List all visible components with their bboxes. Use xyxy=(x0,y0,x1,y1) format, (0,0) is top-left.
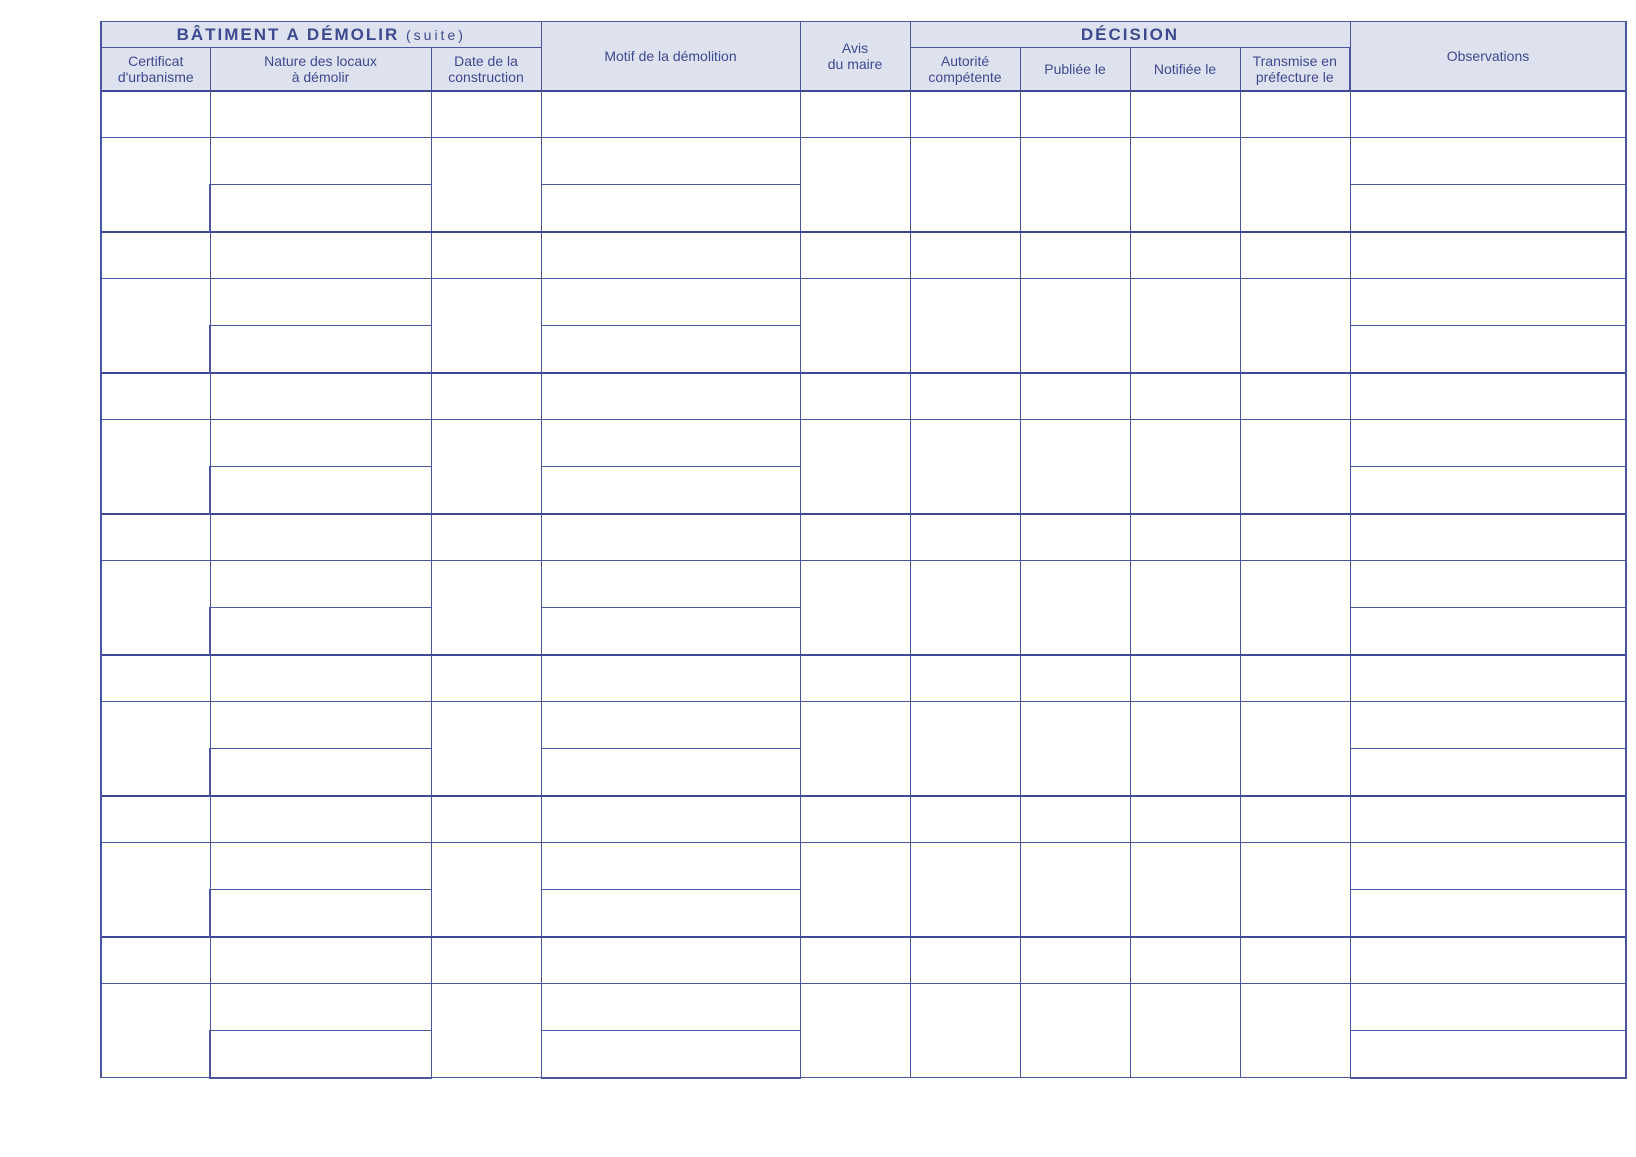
cell-publiee[interactable] xyxy=(1020,514,1130,561)
cell-transmise[interactable] xyxy=(1240,561,1350,655)
cell-nature[interactable] xyxy=(210,702,431,749)
column-header-motif xyxy=(541,22,800,91)
cell-transmise[interactable] xyxy=(1240,984,1350,1078)
cell-nature[interactable] xyxy=(210,373,431,420)
cell-date[interactable] xyxy=(431,420,541,514)
cell-date[interactable] xyxy=(431,937,541,984)
cell-notifiee[interactable] xyxy=(1130,655,1240,702)
column-header-avis-line1: Avis xyxy=(841,39,869,56)
cell-motif[interactable] xyxy=(541,185,800,232)
cell-notifiee[interactable] xyxy=(1130,843,1240,937)
cell-observations[interactable] xyxy=(1350,1031,1626,1078)
table-row xyxy=(101,984,1626,1031)
column-header-motif-label: Motif de la démolition xyxy=(604,47,737,64)
cell-nature[interactable] xyxy=(210,232,431,279)
table-body xyxy=(101,91,1626,1078)
cell-avis[interactable] xyxy=(800,420,910,514)
cell-transmise[interactable] xyxy=(1240,232,1350,279)
cell-notifiee[interactable] xyxy=(1130,984,1240,1078)
cell-date[interactable] xyxy=(431,232,541,279)
column-header-certificat-line2: d'urbanisme xyxy=(117,68,194,85)
cell-certificat[interactable] xyxy=(101,232,210,279)
cell-date[interactable] xyxy=(431,138,541,232)
cell-autorite[interactable] xyxy=(910,514,1020,561)
column-header-observations-label: Observations xyxy=(1446,47,1530,64)
cell-publiee[interactable] xyxy=(1020,420,1130,514)
cell-nature[interactable] xyxy=(210,420,431,467)
cell-motif[interactable] xyxy=(541,890,800,937)
cell-nature[interactable] xyxy=(210,326,431,373)
cell-publiee[interactable] xyxy=(1020,702,1130,796)
cell-observations[interactable] xyxy=(1350,514,1626,561)
cell-motif[interactable] xyxy=(541,937,800,984)
demolition-register-table xyxy=(100,21,1627,1079)
cell-motif[interactable] xyxy=(541,702,800,749)
cell-date[interactable] xyxy=(431,279,541,373)
cell-nature[interactable] xyxy=(210,561,431,608)
group-header-decision-title: DÉCISION xyxy=(1080,24,1180,44)
cell-certificat[interactable] xyxy=(101,373,210,420)
cell-avis[interactable] xyxy=(800,91,910,138)
cell-nature[interactable] xyxy=(210,890,431,937)
cell-publiee[interactable] xyxy=(1020,138,1130,232)
column-header-transmise xyxy=(1240,48,1350,91)
cell-avis[interactable] xyxy=(800,373,910,420)
cell-observations[interactable] xyxy=(1350,279,1626,326)
cell-motif[interactable] xyxy=(541,561,800,608)
cell-motif[interactable] xyxy=(541,514,800,561)
cell-motif[interactable] xyxy=(541,279,800,326)
cell-observations[interactable] xyxy=(1350,937,1626,984)
cell-motif[interactable] xyxy=(541,749,800,796)
cell-nature[interactable] xyxy=(210,984,431,1031)
cell-certificat[interactable] xyxy=(101,138,210,232)
cell-notifiee[interactable] xyxy=(1130,514,1240,561)
cell-observations[interactable] xyxy=(1350,655,1626,702)
column-header-transmise-line2: préfecture le xyxy=(1255,68,1334,85)
cell-transmise[interactable] xyxy=(1240,373,1350,420)
cell-motif[interactable] xyxy=(541,608,800,655)
cell-autorite[interactable] xyxy=(910,91,1020,138)
cell-observations[interactable] xyxy=(1350,749,1626,796)
cell-nature[interactable] xyxy=(210,514,431,561)
cell-motif[interactable] xyxy=(541,138,800,185)
column-header-notifiee xyxy=(1130,48,1240,91)
cell-nature[interactable] xyxy=(210,796,431,843)
cell-transmise[interactable] xyxy=(1240,514,1350,561)
table-row xyxy=(101,91,1626,138)
cell-avis[interactable] xyxy=(800,138,910,232)
table-row xyxy=(101,279,1626,326)
cell-observations[interactable] xyxy=(1350,890,1626,937)
column-header-date-line2: construction xyxy=(448,68,524,85)
column-header-autorite xyxy=(910,48,1020,91)
cell-observations[interactable] xyxy=(1350,561,1626,608)
cell-nature[interactable] xyxy=(210,749,431,796)
table-row xyxy=(101,702,1626,749)
cell-date[interactable] xyxy=(431,91,541,138)
cell-certificat[interactable] xyxy=(101,843,210,937)
cell-publiee[interactable] xyxy=(1020,843,1130,937)
cell-date[interactable] xyxy=(431,843,541,937)
cell-avis[interactable] xyxy=(800,937,910,984)
cell-nature[interactable] xyxy=(210,655,431,702)
table-row xyxy=(101,937,1626,984)
cell-certificat[interactable] xyxy=(101,984,210,1078)
cell-observations[interactable] xyxy=(1350,373,1626,420)
cell-certificat[interactable] xyxy=(101,279,210,373)
cell-date[interactable] xyxy=(431,984,541,1078)
cell-notifiee[interactable] xyxy=(1130,279,1240,373)
cell-autorite[interactable] xyxy=(910,232,1020,279)
cell-avis[interactable] xyxy=(800,655,910,702)
cell-transmise[interactable] xyxy=(1240,796,1350,843)
cell-avis[interactable] xyxy=(800,702,910,796)
column-header-autorite-line2: compétente xyxy=(928,68,1002,85)
cell-certificat[interactable] xyxy=(101,514,210,561)
cell-nature[interactable] xyxy=(210,91,431,138)
table-row xyxy=(101,420,1626,467)
cell-avis[interactable] xyxy=(800,279,910,373)
cell-observations[interactable] xyxy=(1350,185,1626,232)
cell-observations[interactable] xyxy=(1350,467,1626,514)
column-header-publiee xyxy=(1020,48,1130,91)
cell-motif[interactable] xyxy=(541,420,800,467)
column-header-nature xyxy=(210,48,431,91)
cell-motif[interactable] xyxy=(541,467,800,514)
group-header-batiment-title: BÂTIMENT A DÉMOLIR xyxy=(176,24,400,44)
cell-transmise[interactable] xyxy=(1240,937,1350,984)
cell-nature[interactable] xyxy=(210,279,431,326)
cell-transmise[interactable] xyxy=(1240,279,1350,373)
cell-notifiee[interactable] xyxy=(1130,373,1240,420)
cell-avis[interactable] xyxy=(800,561,910,655)
cell-avis[interactable] xyxy=(800,232,910,279)
cell-observations[interactable] xyxy=(1350,984,1626,1031)
table-row xyxy=(101,796,1626,843)
cell-autorite[interactable] xyxy=(910,655,1020,702)
cell-certificat[interactable] xyxy=(101,796,210,843)
column-header-transmise-line1: Transmise en xyxy=(1252,52,1337,69)
cell-avis[interactable] xyxy=(800,796,910,843)
cell-transmise[interactable] xyxy=(1240,843,1350,937)
cell-avis[interactable] xyxy=(800,843,910,937)
cell-nature[interactable] xyxy=(210,937,431,984)
cell-publiee[interactable] xyxy=(1020,279,1130,373)
cell-autorite[interactable] xyxy=(910,843,1020,937)
cell-notifiee[interactable] xyxy=(1130,937,1240,984)
cell-autorite[interactable] xyxy=(910,138,1020,232)
cell-notifiee[interactable] xyxy=(1130,232,1240,279)
cell-motif[interactable] xyxy=(541,655,800,702)
cell-autorite[interactable] xyxy=(910,420,1020,514)
table-row xyxy=(101,232,1626,279)
cell-motif[interactable] xyxy=(541,326,800,373)
cell-observations[interactable] xyxy=(1350,796,1626,843)
table-row xyxy=(101,561,1626,608)
cell-date[interactable] xyxy=(431,561,541,655)
cell-publiee[interactable] xyxy=(1020,796,1130,843)
column-header-date xyxy=(431,48,541,91)
cell-nature[interactable] xyxy=(210,1031,431,1078)
cell-observations[interactable] xyxy=(1350,138,1626,185)
table-row xyxy=(101,655,1626,702)
cell-notifiee[interactable] xyxy=(1130,702,1240,796)
cell-transmise[interactable] xyxy=(1240,91,1350,138)
cell-date[interactable] xyxy=(431,796,541,843)
table-row xyxy=(101,843,1626,890)
cell-nature[interactable] xyxy=(210,467,431,514)
cell-motif[interactable] xyxy=(541,796,800,843)
cell-nature[interactable] xyxy=(210,843,431,890)
column-header-nature-line1: Nature des locaux xyxy=(264,52,377,69)
table-row xyxy=(101,514,1626,561)
cell-publiee[interactable] xyxy=(1020,655,1130,702)
cell-publiee[interactable] xyxy=(1020,937,1130,984)
cell-publiee[interactable] xyxy=(1020,984,1130,1078)
cell-motif[interactable] xyxy=(541,1031,800,1078)
cell-autorite[interactable] xyxy=(910,702,1020,796)
column-header-certificat xyxy=(101,48,210,91)
cell-date[interactable] xyxy=(431,702,541,796)
cell-observations[interactable] xyxy=(1350,232,1626,279)
cell-observations[interactable] xyxy=(1350,420,1626,467)
cell-observations[interactable] xyxy=(1350,91,1626,138)
cell-observations[interactable] xyxy=(1350,702,1626,749)
table-row xyxy=(101,373,1626,420)
cell-autorite[interactable] xyxy=(910,796,1020,843)
group-header-decision xyxy=(910,22,1350,48)
column-header-publiee-label: Publiée le xyxy=(1044,60,1106,77)
cell-certificat[interactable] xyxy=(101,655,210,702)
column-header-observations xyxy=(1350,22,1626,91)
group-header-batiment xyxy=(101,22,541,48)
demolition-register-form xyxy=(100,21,1625,1133)
cell-observations[interactable] xyxy=(1350,843,1626,890)
cell-notifiee[interactable] xyxy=(1130,91,1240,138)
cell-publiee[interactable] xyxy=(1020,232,1130,279)
cell-publiee[interactable] xyxy=(1020,561,1130,655)
column-header-nature-line2: à démolir xyxy=(291,68,350,85)
column-header-avis xyxy=(800,22,910,91)
cell-publiee[interactable] xyxy=(1020,91,1130,138)
cell-nature[interactable] xyxy=(210,138,431,185)
column-header-date-line1: Date de la xyxy=(454,52,518,69)
cell-transmise[interactable] xyxy=(1240,702,1350,796)
cell-motif[interactable] xyxy=(541,984,800,1031)
table-header xyxy=(101,22,1626,91)
cell-avis[interactable] xyxy=(800,984,910,1078)
cell-date[interactable] xyxy=(431,373,541,420)
table-row xyxy=(101,138,1626,185)
cell-observations[interactable] xyxy=(1350,326,1626,373)
cell-autorite[interactable] xyxy=(910,373,1020,420)
cell-certificat[interactable] xyxy=(101,420,210,514)
cell-date[interactable] xyxy=(431,514,541,561)
cell-nature[interactable] xyxy=(210,185,431,232)
cell-notifiee[interactable] xyxy=(1130,561,1240,655)
cell-certificat[interactable] xyxy=(101,937,210,984)
column-header-certificat-line1: Certificat xyxy=(128,52,184,69)
cell-observations[interactable] xyxy=(1350,608,1626,655)
cell-autorite[interactable] xyxy=(910,561,1020,655)
column-header-notifiee-label: Notifiée le xyxy=(1153,60,1217,77)
cell-transmise[interactable] xyxy=(1240,655,1350,702)
cell-certificat[interactable] xyxy=(101,561,210,655)
cell-autorite[interactable] xyxy=(910,984,1020,1078)
cell-transmise[interactable] xyxy=(1240,420,1350,514)
cell-publiee[interactable] xyxy=(1020,373,1130,420)
cell-date[interactable] xyxy=(431,655,541,702)
cell-notifiee[interactable] xyxy=(1130,138,1240,232)
cell-certificat[interactable] xyxy=(101,91,210,138)
cell-motif[interactable] xyxy=(541,232,800,279)
cell-avis[interactable] xyxy=(800,514,910,561)
cell-transmise[interactable] xyxy=(1240,138,1350,232)
cell-motif[interactable] xyxy=(541,843,800,890)
cell-notifiee[interactable] xyxy=(1130,796,1240,843)
group-header-batiment-suffix: (suite) xyxy=(406,26,466,43)
column-header-avis-line2: du maire xyxy=(827,55,883,72)
cell-certificat[interactable] xyxy=(101,702,210,796)
column-header-autorite-line1: Autorité xyxy=(940,52,990,69)
cell-notifiee[interactable] xyxy=(1130,420,1240,514)
cell-nature[interactable] xyxy=(210,608,431,655)
cell-autorite[interactable] xyxy=(910,937,1020,984)
cell-motif[interactable] xyxy=(541,91,800,138)
cell-autorite[interactable] xyxy=(910,279,1020,373)
cell-motif[interactable] xyxy=(541,373,800,420)
